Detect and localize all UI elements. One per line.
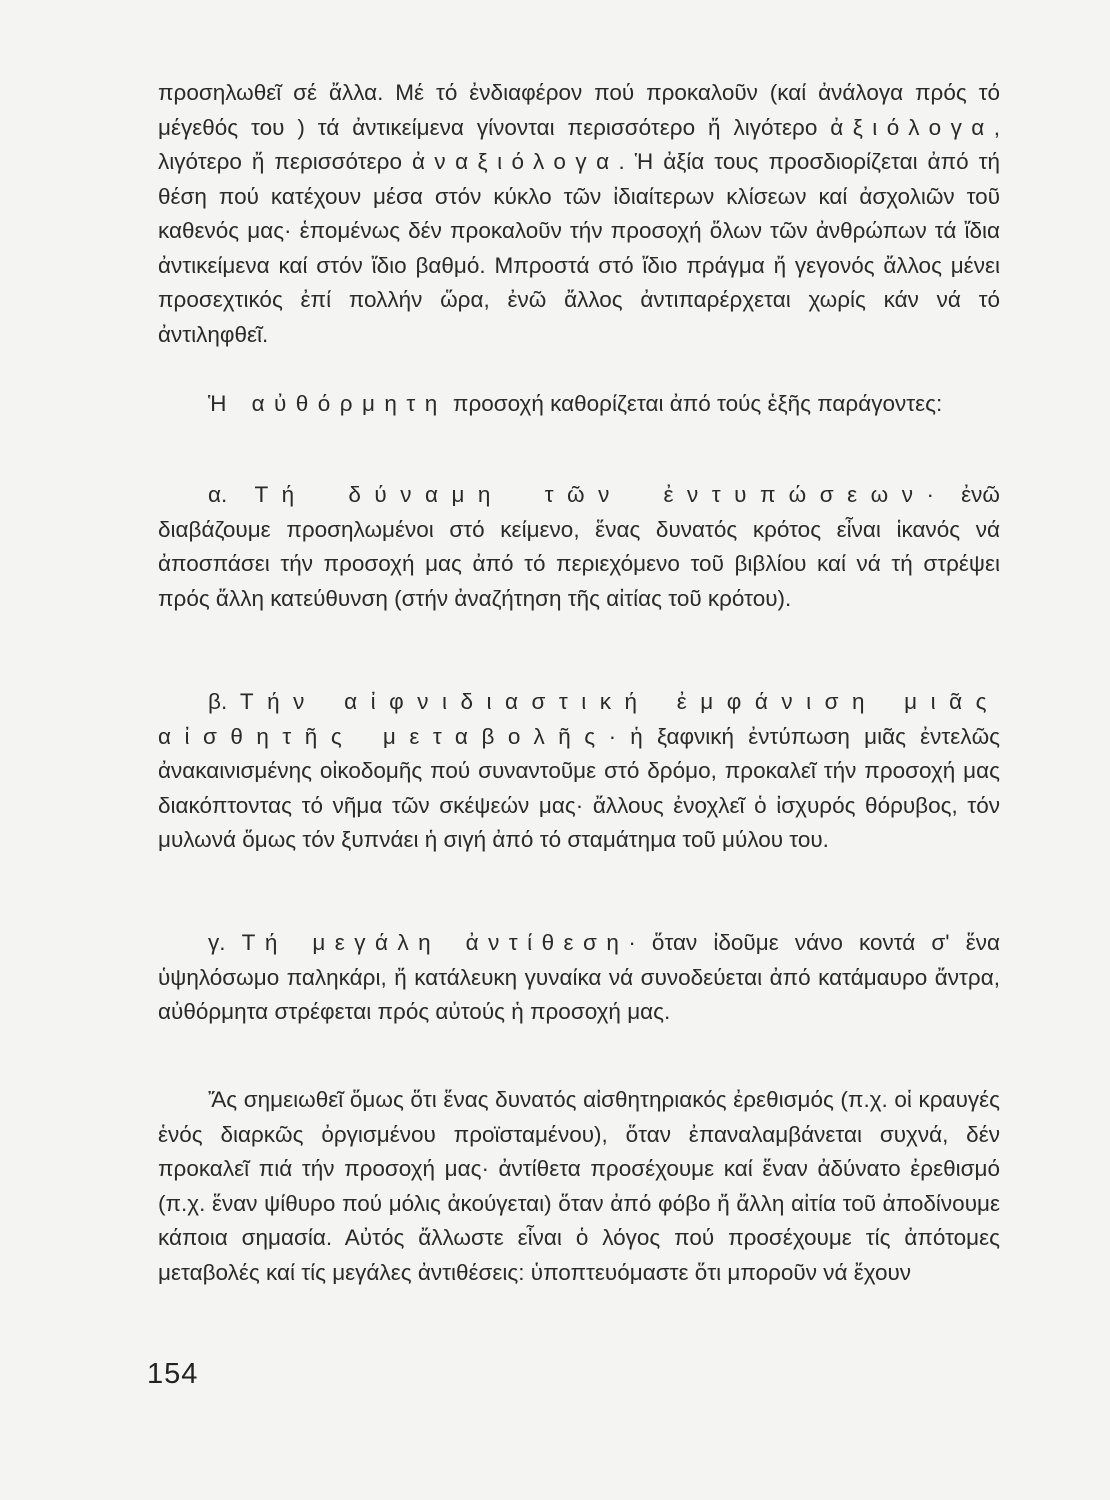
list-marker: γ.: [208, 930, 242, 955]
list-marker: α.: [208, 482, 255, 507]
paragraph-value-of-objects: [158, 76, 1000, 352]
paragraph-text: · ὅταν ἰδοῦμε νάνο κοντά σ' ἕνα ὑψηλόσωμο παληκάρι, ἤ κατάλευκη γυναίκα νά συνοδεύεται ἀπό κατάμαυρο ἄντρα, αὐθόρμητα στρέφεται πρός αὐτούς ἡ προσοχή μας.: [158, 930, 1000, 1024]
list-marker: β.: [208, 689, 240, 714]
spaced-emphasis: ἀξιόλογα: [830, 114, 994, 140]
paragraph-factor-c: [158, 926, 1000, 1030]
paragraph-spontaneous-attention: [158, 387, 1000, 422]
paragraph-text: Ἄς σημειωθεῖ ὅμως ὅτι ἕνας δυνατός αἰσθητηριακός ἐρεθισμός (π.χ. οἱ κραυγές ἑνός διαρκῶς ὀργισμένου προϊσταμένου), ὅταν ἐπαναλαμβάνεται συχνά, δέν προκαλεῖ πιά τήν προσοχή μας· ἀντίθετα προσέχουμε καί ἕναν ἀδύνατο ἐρεθισμό (π.χ. ἕναν ψίθυρο πού μόλις ἀκούγεται) ὅταν ἀπό φόβο ἤ ἄλλη αἰτία τοῦ ἀποδίνουμε κάποια σημασία. Αὐτός ἄλλωστε εἶναι ὁ λόγος πού προσέχουμε τίς ἀπότομες μεταβολές καί τίς μεγάλες ἀντιθέσεις: ὑποπτευόμαστε ὅτι μποροῦν νά ἔχουν: [158, 1087, 1000, 1285]
page-number: 154: [147, 1358, 199, 1390]
paragraph-factor-b: [158, 685, 1000, 858]
spaced-emphasis: Τή δύναμη τῶν ἐντυπώσεων: [254, 482, 927, 507]
paragraph-text: , λιγότερο ἤ περισσότερο: [158, 114, 1000, 174]
spaced-emphasis: Ἡ αὐθόρμητη: [208, 391, 447, 416]
paragraph-text: · ἐνῶ διαβάζουμε προσηλωμένοι στό κείμενο, ἕνας δυνατός κρότος εἶναι ἱκανός νά ἀποσπάσει τήν προσοχή μας ἀπό τό περιεχόμενο τοῦ βιβλίου καί νά τή στρέψει πρός ἄλλη κατεύθυνση (στήν ἀναζήτηση τῆς αἰτίας τοῦ κρότου).: [158, 482, 1001, 611]
spaced-emphasis: Τήν αἰφνιδιαστική ἐμφάνιση μιᾶς αἰσθητῆς μεταβολῆς: [158, 689, 1000, 749]
paragraph-note: [158, 1083, 1000, 1290]
paragraph-text: · ἡ ξαφνική ἐντύπωση μιᾶς ἐντελῶς ἀνακαινισμένης οἰκοδομῆς πού συναντοῦμε στό δρόμο, προκαλεῖ τήν προσοχή μας διακόπτοντας τό νῆμα τῶν σκέψεών μας· ἄλλους ἐνοχλεῖ ὁ ἰσχυρός θόρυβος, τόν μυλωνά ὅμως τόν ξυπνάει ἡ σιγή ἀπό τό σταμάτημα τοῦ μύλου του.: [158, 723, 1000, 852]
paragraph-factor-a: [158, 478, 1000, 616]
paragraph-text: . Ἡ ἀξία τους προσδιορίζεται ἀπό τή θέση πού κατέχουν μέσα στόν κύκλο τῶν ἰδιαίτερων κλίσεων καί ἀσχολιῶν τοῦ καθενός μας· ἑπομένως δέν προκαλοῦν τήν προσοχή ὅλων τῶν ἀνθρώπων τά ἴδια ἀντικείμενα καί στόν ἴδιο βαθμό. Μπροστά στό ἴδιο πράγμα ἤ γεγονός ἄλλος μένει προσεχτικός ἐπί πολλήν ὥρα, ἐνῶ ἄλλος ἀντιπαρέρχεται χωρίς κάν νά τό ἀντιληφθεῖ.: [158, 149, 1000, 347]
spaced-emphasis: ἀναξιόλογα: [411, 149, 619, 174]
paragraph-text: προσοχή καθορίζεται ἀπό τούς ἑξῆς παράγοντες:: [446, 391, 943, 416]
paragraph-text: προσηλωθεῖ σέ ἄλλα. Μέ τό ἐνδιαφέρον πού προκαλοῦν (καί ἀνάλογα πρός τό μέγεθός του ) τά ἀντικείμενα γίνονται περισσότερο ἤ λιγότερο: [158, 80, 1000, 140]
spaced-emphasis: Τή μεγάλη ἀντίθεση: [241, 930, 629, 955]
